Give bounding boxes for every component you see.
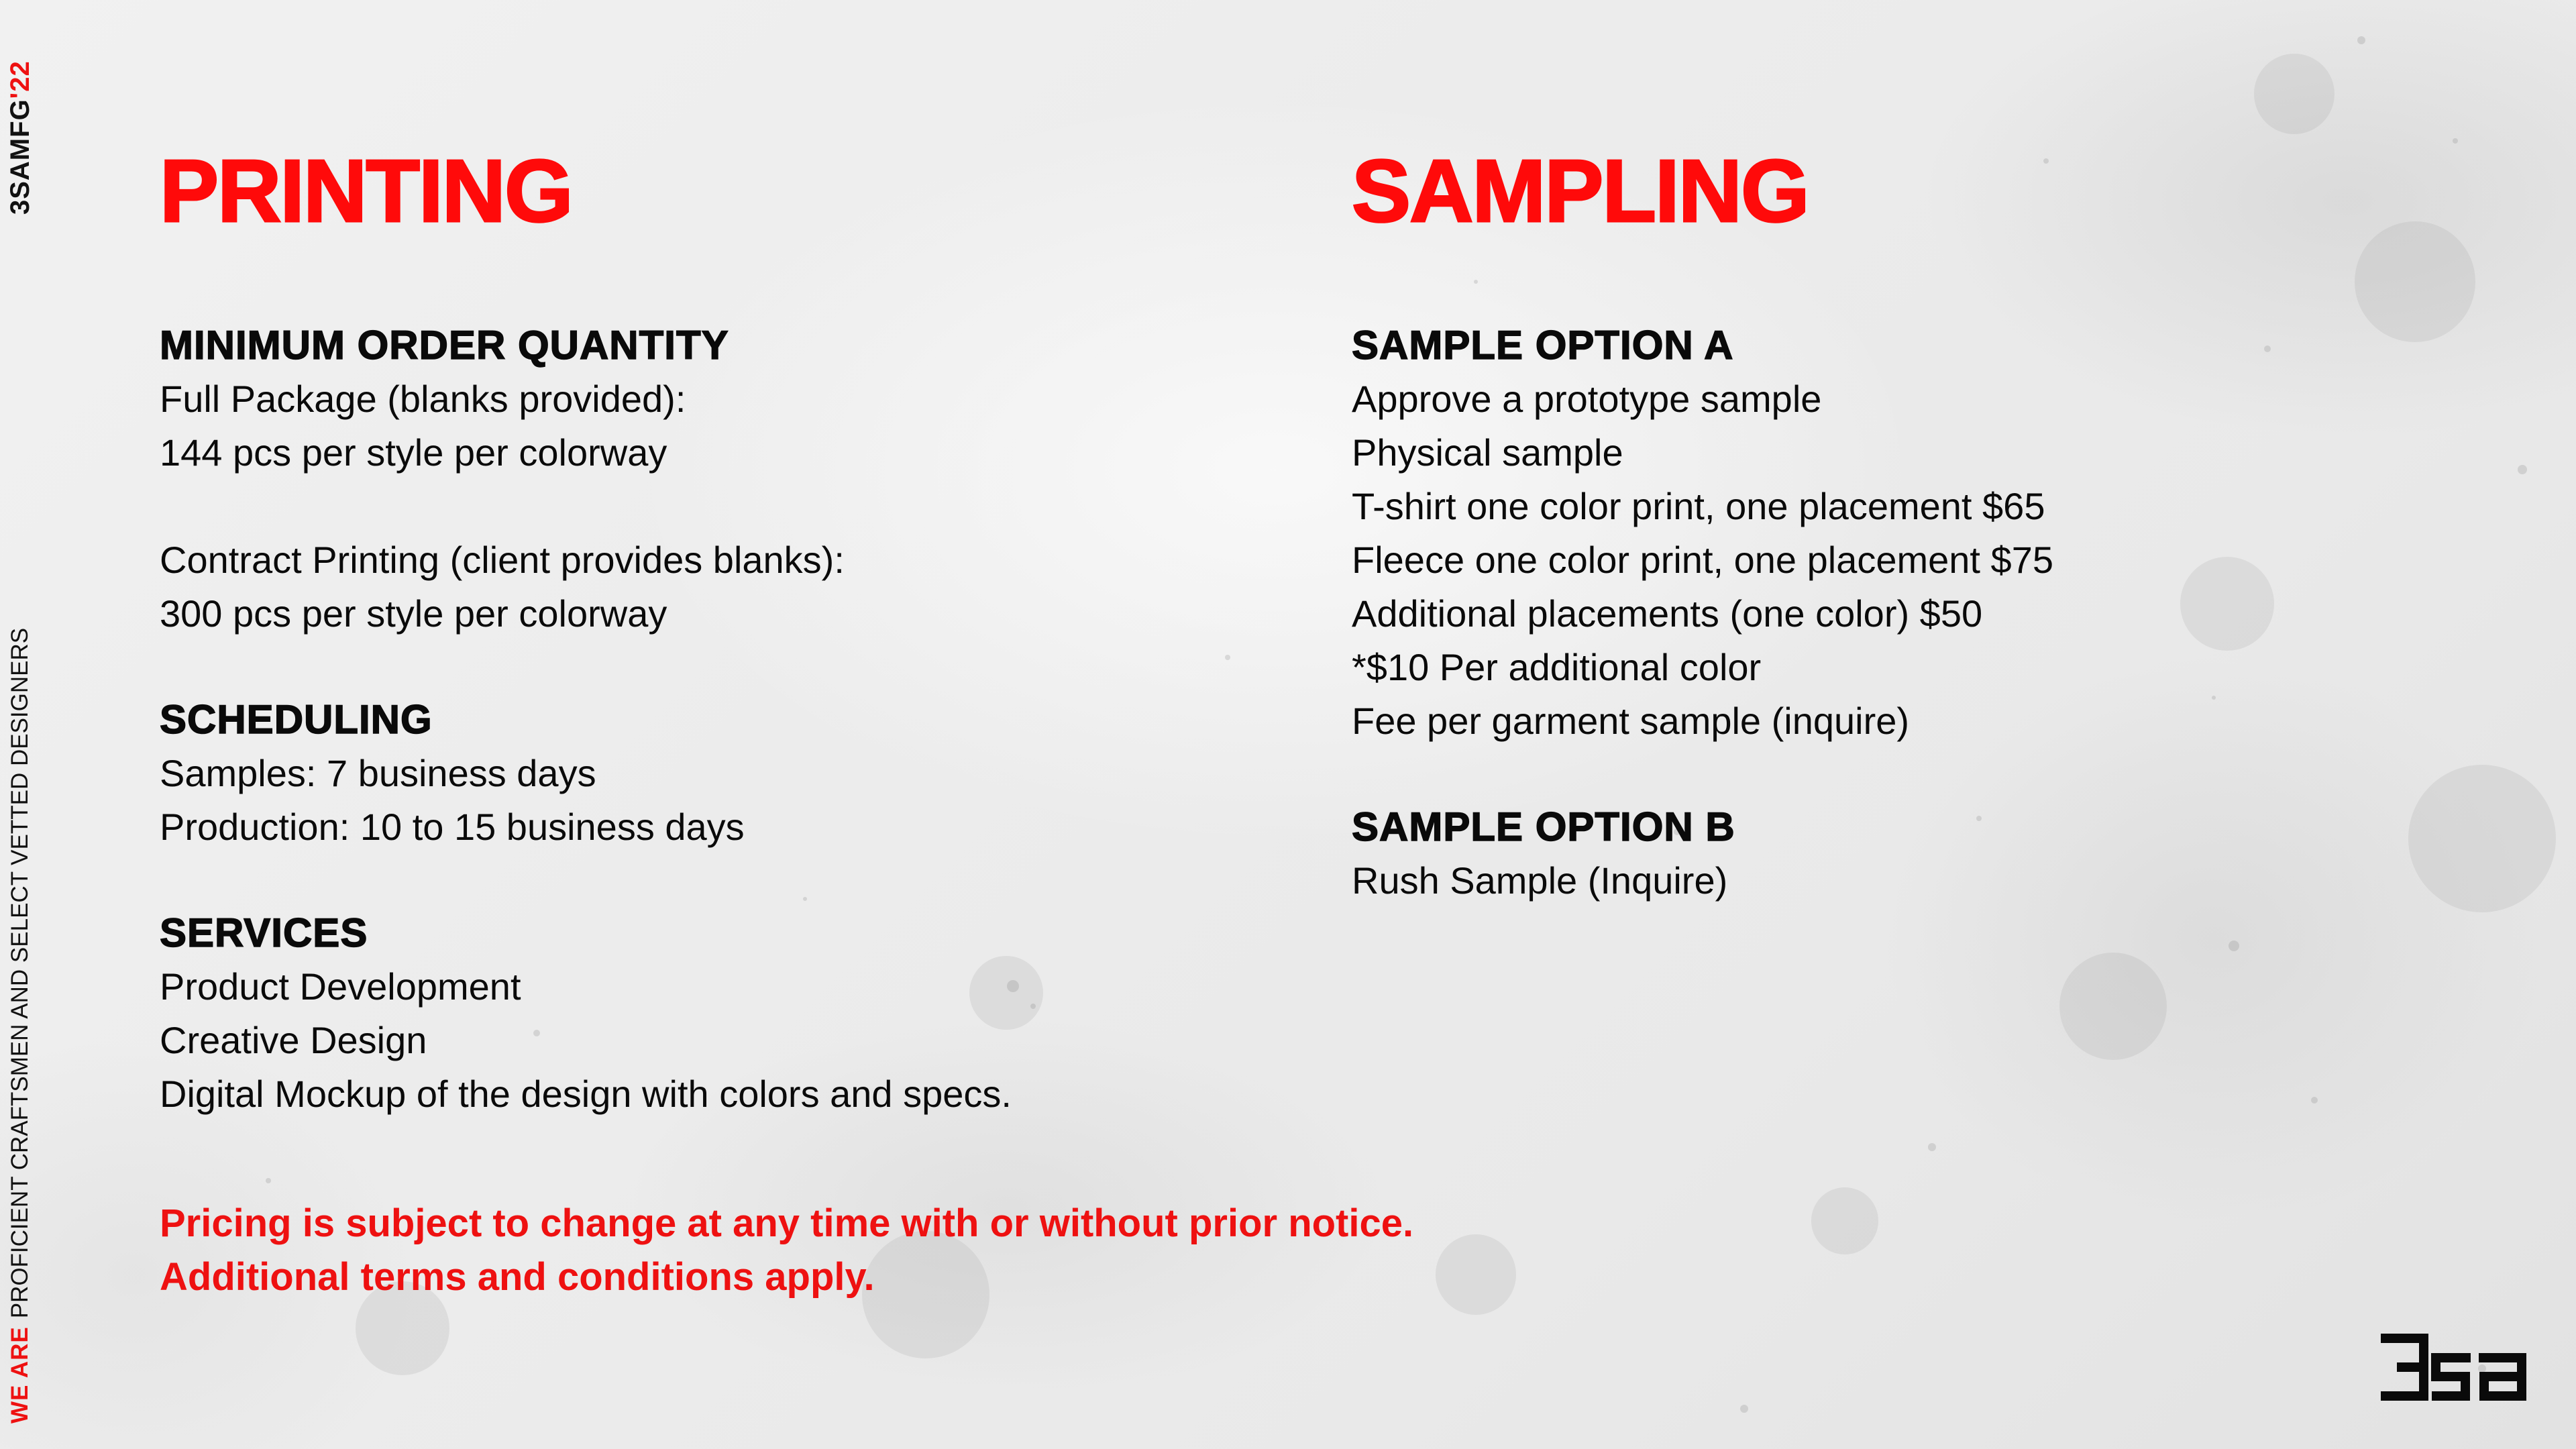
option-a-item: Physical sample: [1352, 431, 1623, 474]
we-are-label: WE ARE: [7, 1326, 33, 1424]
printing-column: [160, 141, 1300, 1121]
side-brand-label: [5, 27, 46, 215]
option-b-item: Rush Sample (Inquire): [1352, 859, 1728, 902]
full-package-label: Full Package (blanks provided):: [160, 378, 686, 420]
option-a-item: T-shirt one color print, one placement $65: [1352, 485, 2045, 527]
printing-title: PRINTING: [160, 142, 572, 240]
contract-printing-value: 300 pcs per style per colorway: [160, 592, 667, 635]
moq-heading: MINIMUM ORDER QUANTITY: [160, 323, 729, 368]
sample-option-a-section: [1352, 319, 2425, 748]
option-a-item: Fee per garment sample (inquire): [1352, 700, 1910, 742]
pricing-notice: [160, 1197, 1770, 1304]
sample-option-b-section: [1352, 800, 2425, 908]
sampling-column: [1352, 141, 2425, 908]
notice-line-2: Additional terms and conditions apply.: [160, 1255, 875, 1299]
3sa-logo-icon: [2378, 1334, 2529, 1401]
option-a-item: Approve a prototype sample: [1352, 378, 1822, 420]
notice-line-1: Pricing is subject to change at any time with or without prior notice.: [160, 1201, 1414, 1245]
brand-text: 3SAMFG: [5, 99, 35, 215]
sample-option-a-heading: SAMPLE OPTION A: [1352, 323, 1734, 368]
option-a-item: Fleece one color print, one placement $75: [1352, 539, 2053, 581]
option-a-item: Additional placements (one color) $50: [1352, 592, 1983, 635]
tagline-text: PROFICIENT CRAFTSMEN AND SELECT VETTED DESIGNERS: [7, 627, 33, 1319]
services-item: Digital Mockup of the design with colors and specs.: [160, 1073, 1012, 1115]
moq-section: [160, 319, 1300, 641]
option-a-item: *$10 Per additional color: [1352, 646, 1762, 688]
sampling-title: SAMPLING: [1352, 142, 1809, 240]
scheduling-samples: Samples: 7 business days: [160, 752, 596, 794]
side-tagline: [5, 557, 46, 1429]
services-heading: SERVICES: [160, 910, 368, 955]
scheduling-production: Production: 10 to 15 business days: [160, 806, 745, 848]
services-section: [160, 906, 1300, 1121]
scheduling-heading: SCHEDULING: [160, 697, 433, 742]
brand-year: '22: [5, 60, 35, 99]
sample-option-b-heading: SAMPLE OPTION B: [1352, 804, 1735, 849]
contract-printing-label: Contract Printing (client provides blanks):: [160, 539, 845, 581]
services-item: Product Development: [160, 965, 521, 1008]
full-package-value: 144 pcs per style per colorway: [160, 431, 667, 474]
scheduling-section: [160, 693, 1300, 854]
services-item: Creative Design: [160, 1019, 427, 1061]
